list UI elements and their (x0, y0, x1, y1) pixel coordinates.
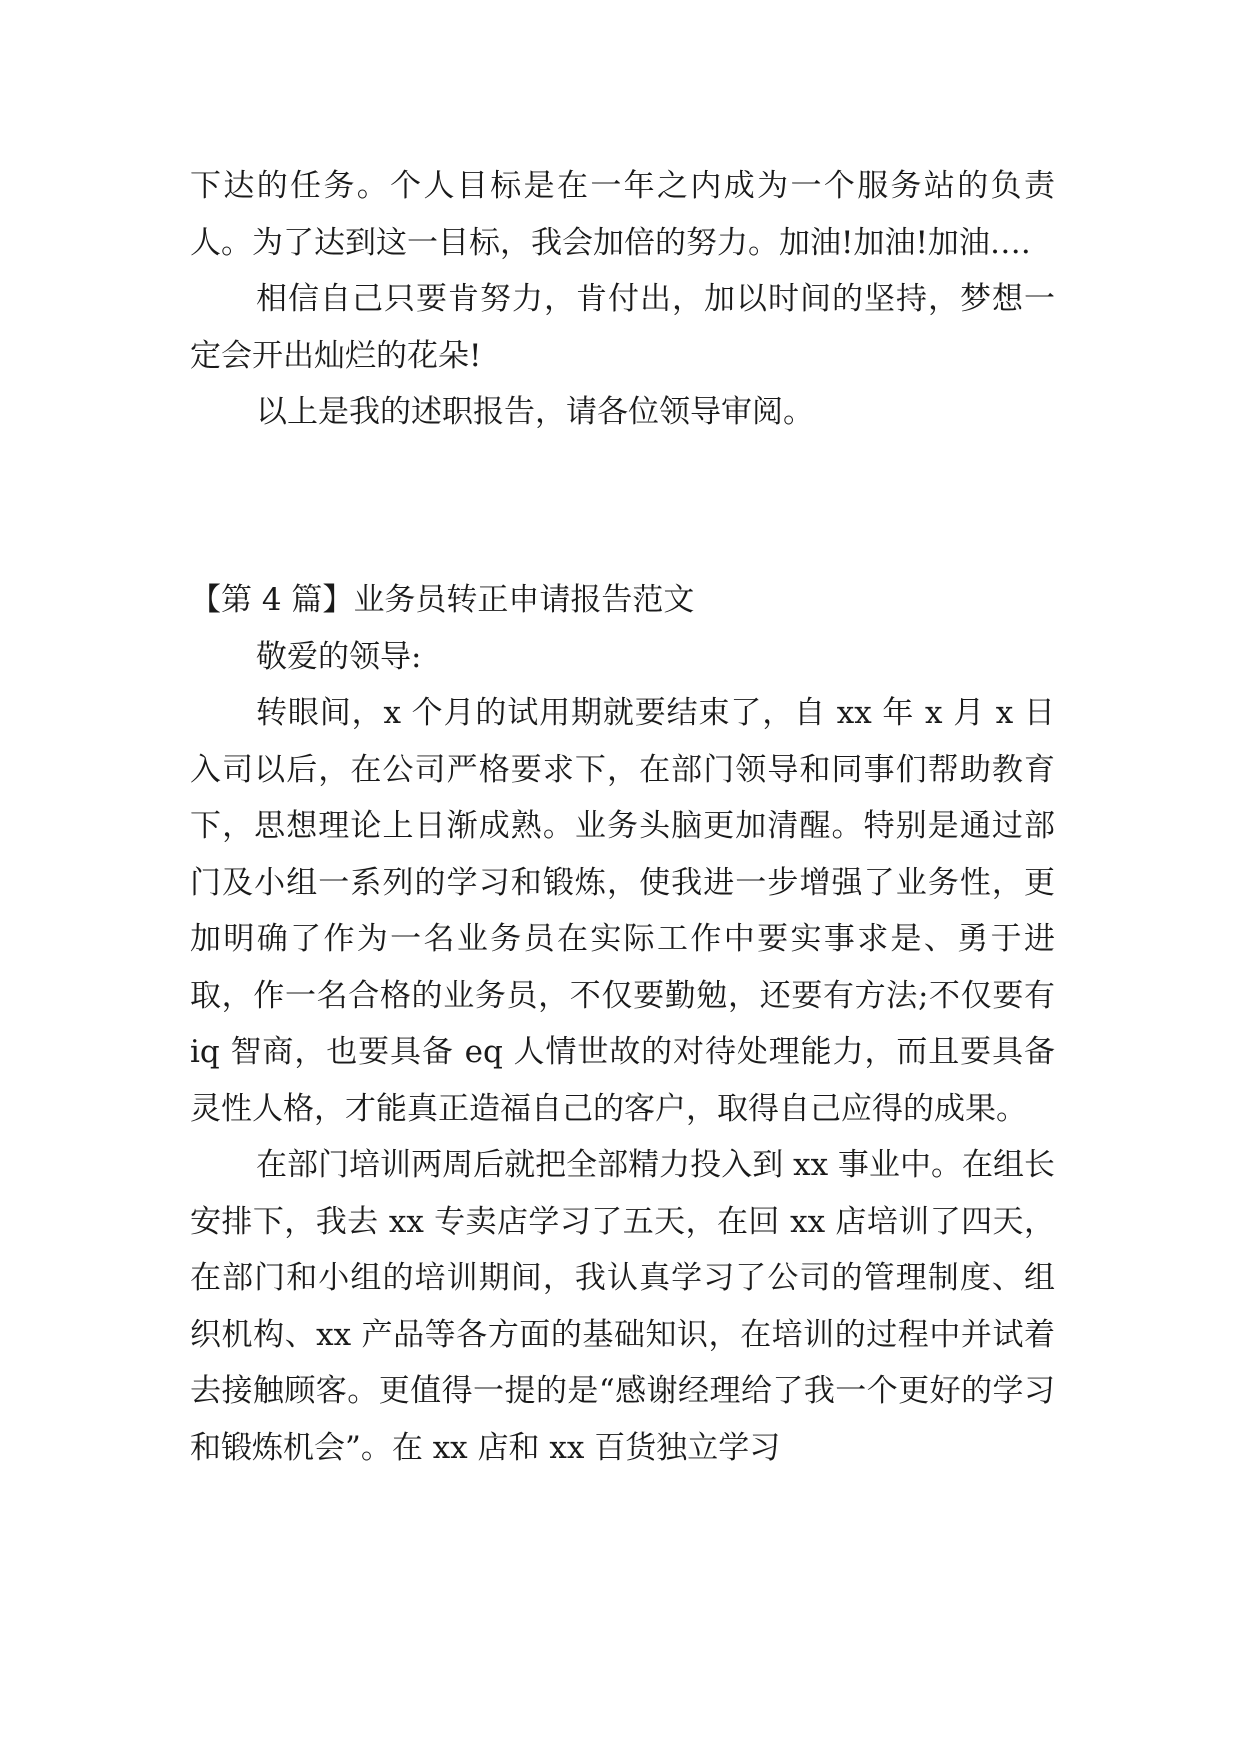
paragraph-continuation-1: 下达的任务。个人目标是在一年之内成为一个服务站的负责人。为了达到这一目标，我会加倍的努力。加油!加油!加油…. (190, 168, 1055, 261)
paragraph-body-1: 转眼间，x 个月的试用期就要结束了，自 xx 年 x 月 x 日入司以后，在公司严格要求下，在部门领导和同事们帮助教育下，思想理论上日渐成熟。业务头脑更加清醒。特别是通过部门及小组一系列的学习和锻炼，使我进一步增强了业务性，更加明确了作为一名业务员在实际工作中要实事求是、勇于进取，作一名合格的业务员，不仅要勤勉，还要有方法;不仅要有 iq 智商，也要具备 eq 人情世故的对待处理能力，而且要具备灵性人格，才能真正造福自己的客户，取得自己应得的成果。 (190, 695, 1055, 1127)
section-heading-label: 【第 4 篇】 (190, 582, 354, 618)
section-heading (190, 572, 1055, 629)
paragraph-continuation-2: 相信自己只要肯努力，肯付出，加以时间的坚持，梦想一定会开出灿烂的花朵! (190, 281, 1055, 374)
salutation: 敬爱的领导: (256, 638, 422, 675)
section-4 (190, 572, 1055, 1476)
continuation-text (190, 158, 1055, 441)
paragraph-body-2: 在部门培训两周后就把全部精力投入到 xx 事业中。在组长安排下，我去 xx 专卖店学习了五天，在回 xx 店培训了四天，在部门和小组的培训期间，我认真学习了公司的管理制度、组织机构、xx 产品等各方面的基础知识，在培训的过程中并试着去接触顾客。更值得一提的是“感谢经理给了我一个更好的学习和锻炼机会”。在 xx 店和 xx 百货独立学习 (190, 1147, 1055, 1466)
paragraph-continuation-3: 以上是我的述职报告，请各位领导审阅。 (256, 394, 814, 430)
section-heading-title: 业务员转正申请报告范文 (353, 582, 695, 618)
